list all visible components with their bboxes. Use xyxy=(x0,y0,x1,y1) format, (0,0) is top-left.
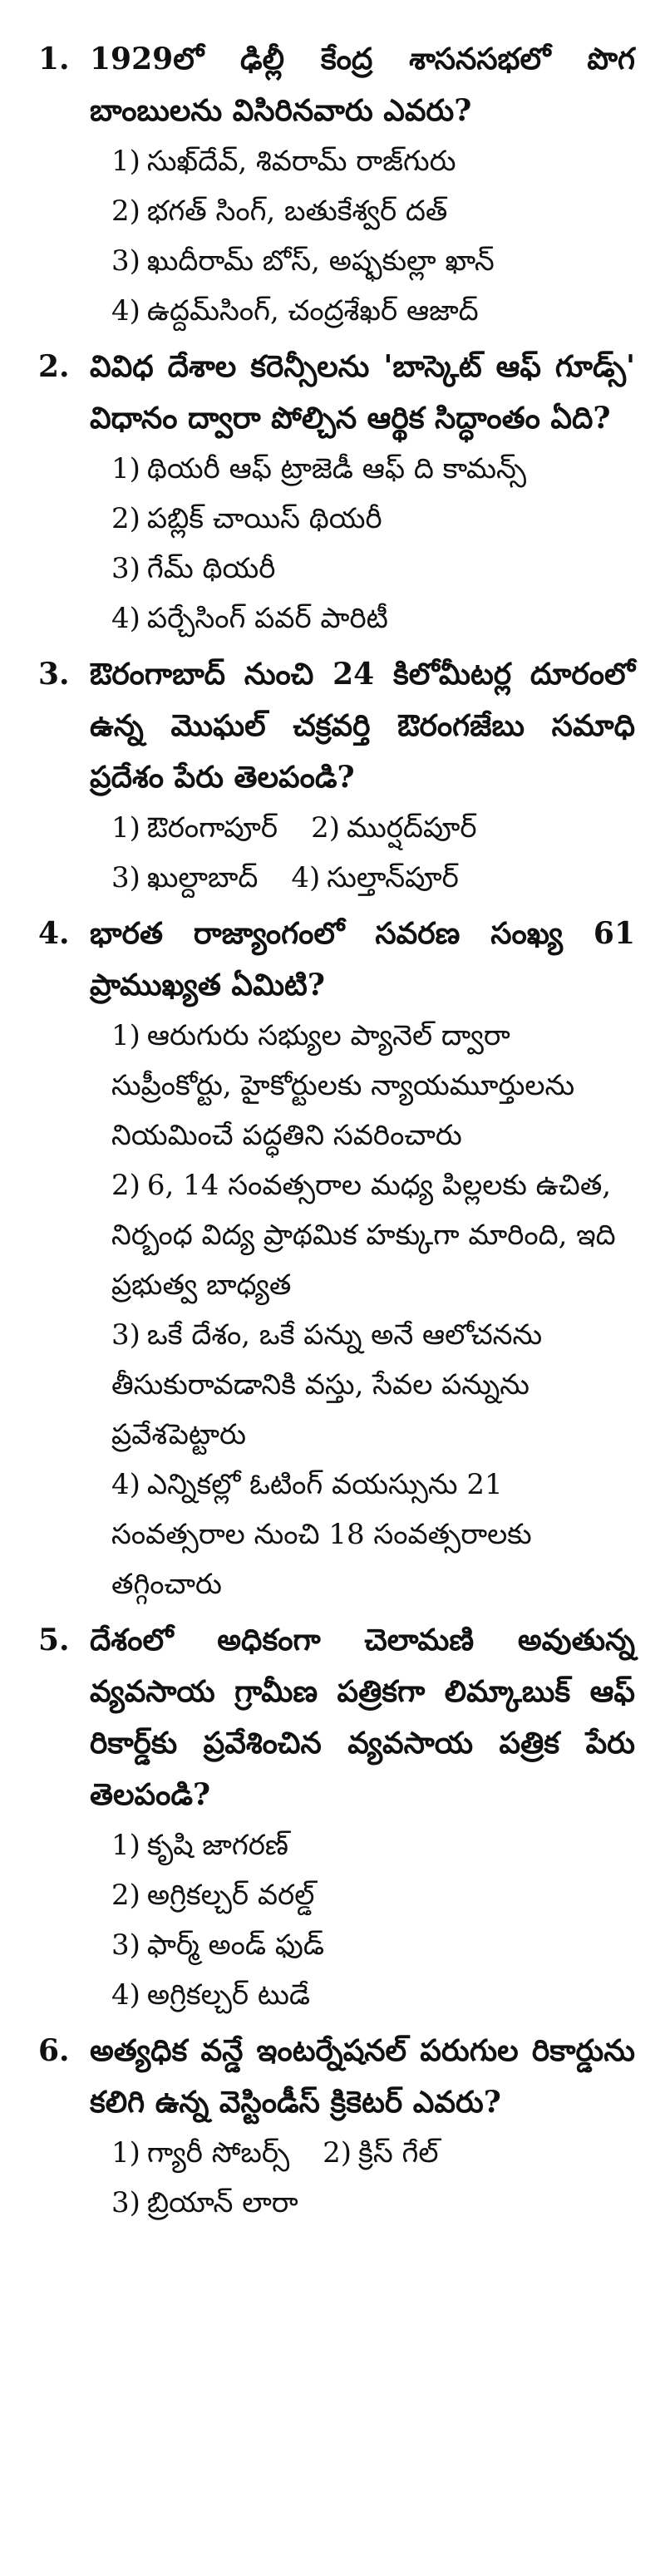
option-text: అగ్రికల్చర్ వరల్డ్ xyxy=(146,1879,315,1912)
option-2 xyxy=(111,186,635,236)
option-text: పర్చేసింగ్ పవర్ పారిటీ xyxy=(146,602,388,635)
option-1 xyxy=(111,803,278,853)
question-text: దేశంలో అధికంగా చెలామణి అవుతున్న వ్యవసాయ గ్రామీణ పత్రికగా లిమ్కాబుక్ ఆఫ్ రికార్డ్‌కు ప్రవేశించిన వ్యవసాయ పత్రిక పేరు తెలపండి? xyxy=(90,1623,635,1812)
option-3 xyxy=(111,2178,635,2228)
option-pair xyxy=(111,803,635,853)
option-number: 4) xyxy=(111,602,140,635)
option-text: క్రిస్ గేల్ xyxy=(358,2136,439,2170)
question-number: 4. xyxy=(38,916,70,951)
options-list xyxy=(111,1820,635,2020)
option-text: ఔరంగాపూర్ xyxy=(146,811,278,845)
option-2 xyxy=(323,2128,438,2178)
option-text: ఎన్నికల్లో ఓటింగ్ వయస్సును 21 సంవత్సరాల నుంచి 18 సంవత్సరాలకు తగ్గించారు xyxy=(111,1468,532,1601)
question-3 xyxy=(38,648,635,903)
option-2 xyxy=(311,803,476,853)
option-number: 1) xyxy=(111,452,140,485)
option-number: 1) xyxy=(111,1019,140,1052)
option-3 xyxy=(111,236,635,286)
option-3 xyxy=(111,1310,635,1460)
question-number: 1. xyxy=(38,42,70,76)
option-text: భగత్ సింగ్, బతుకేశ్వర్ దత్ xyxy=(146,195,448,228)
option-2 xyxy=(111,1160,635,1310)
option-3 xyxy=(111,544,635,594)
option-text: ఆరుగురు సభ్యుల ప్యానెల్ ద్వారా సుప్రీంకోర్టు, హైకోర్టులకు న్యాయమూర్తులను నియమించే పద్ధతిని సవరించారు xyxy=(111,1019,575,1152)
option-1 xyxy=(111,1820,635,1870)
option-4 xyxy=(111,594,635,643)
option-text: 6, 14 సంవత్సరాల మధ్య పిల్లలకు ఉచిత, నిర్బంధ విద్య ప్రాథమిక హక్కుగా మారింది, ఇది ప్రభుత్వ బాధ్యత xyxy=(111,1169,616,1302)
option-text: ఉద్దమ్‌సింగ్, చంద్రశేఖర్ ఆజాద్ xyxy=(146,294,479,328)
option-number: 3) xyxy=(111,552,140,585)
question-2 xyxy=(38,341,635,643)
option-4 xyxy=(111,1970,635,2020)
option-text: పబ్లిక్ చాయిస్ థియరీ xyxy=(146,502,382,535)
option-2 xyxy=(111,494,635,544)
option-text: ముర్షద్‌పూర్ xyxy=(347,811,477,845)
question-4 xyxy=(38,908,635,1609)
option-text: ఖుదీరామ్ బోస్, అష్ఫకుల్లా ఖాన్ xyxy=(146,244,495,278)
question-6 xyxy=(38,2025,635,2228)
option-number: 3) xyxy=(111,2186,140,2219)
option-3 xyxy=(111,1920,635,1970)
option-text: గ్యారీ సోబర్స్ xyxy=(146,2136,290,2170)
option-1 xyxy=(111,444,635,494)
option-number: 2) xyxy=(111,502,140,535)
option-text: కృషి జాగరణ్ xyxy=(146,1829,288,1862)
question-text: 1929లో ఢిల్లీ కేంద్ర శాసనసభలో పొగ బాంబులను విసిరినవారు ఎవరు? xyxy=(90,42,635,128)
option-text: ఫార్మ్ అండ్ ఫుడ్ xyxy=(146,1928,324,1962)
options-list xyxy=(111,444,635,643)
option-number: 3) xyxy=(111,1928,140,1962)
question-text: అత్యధిక వన్డే ఇంటర్నేషనల్ పరుగుల రికార్డును కలిగి ఉన్న వెస్టిండీస్ క్రికెటర్ ఎవరు? xyxy=(90,2033,635,2120)
option-4 xyxy=(111,286,635,336)
option-text: ఖుల్దాబాద్ xyxy=(146,861,259,894)
option-text: సుల్తాన్‌పూర్ xyxy=(327,861,459,894)
option-2 xyxy=(111,1870,635,1920)
question-1 xyxy=(38,33,635,336)
option-text: అగ్రికల్చర్ టుడే xyxy=(146,1978,311,2012)
question-number: 5. xyxy=(38,1623,70,1657)
option-number: 4) xyxy=(111,1978,140,2012)
option-number: 3) xyxy=(111,861,140,894)
option-number: 1) xyxy=(111,2136,140,2170)
option-pair xyxy=(111,853,635,903)
option-number: 1) xyxy=(111,145,140,178)
option-pair xyxy=(111,2128,635,2178)
options-list xyxy=(111,2128,635,2228)
option-number: 4) xyxy=(111,294,140,328)
option-number: 2) xyxy=(111,1879,140,1912)
option-1 xyxy=(111,136,635,186)
question-number: 3. xyxy=(38,657,70,692)
options-list xyxy=(111,136,635,336)
options-list xyxy=(111,803,635,903)
option-number: 3) xyxy=(111,1318,140,1352)
option-1 xyxy=(111,2128,289,2178)
option-number: 1) xyxy=(111,1829,140,1862)
option-number: 2) xyxy=(111,1169,140,1202)
option-number: 1) xyxy=(111,811,140,845)
option-text: థియరీ ఆఫ్ ట్రాజెడీ ఆఫ్ ది కామన్స్ xyxy=(146,452,527,485)
option-text: సుఖ్‌దేవ్, శివరామ్ రాజ్‌గురు xyxy=(146,145,456,178)
option-1 xyxy=(111,1011,635,1160)
options-list xyxy=(111,1011,635,1609)
question-number: 2. xyxy=(38,349,70,384)
question-number: 6. xyxy=(38,2033,70,2068)
question-5 xyxy=(38,1614,635,2020)
option-text: గేమ్ థియరీ xyxy=(146,552,276,585)
question-text: భారత రాజ్యాంగంలో సవరణ సంఖ్య 61 ప్రాముఖ్యత ఏమిటి? xyxy=(90,916,635,1002)
option-number: 3) xyxy=(111,244,140,278)
option-number: 2) xyxy=(111,195,140,228)
option-4 xyxy=(111,1460,635,1609)
option-4 xyxy=(291,853,458,903)
question-text: ఔరంగాబాద్ నుంచి 24 కిలోమీటర్ల దూరంలో ఉన్న మొఘల్ చక్రవర్తి ఔరంగజేబు సమాధి ప్రదేశం పేరు తెలపండి? xyxy=(90,657,635,795)
option-number: 2) xyxy=(323,2136,352,2170)
option-number: 2) xyxy=(311,811,340,845)
option-number: 4) xyxy=(291,861,321,894)
option-number: 4) xyxy=(111,1468,140,1501)
option-text: బ్రియాన్ లారా xyxy=(146,2186,298,2219)
question-text: వివిధ దేశాల కరెన్సీలను 'బాస్కెట్ ఆఫ్ గూడ్స్' విధానం ద్వారా పోల్చిన ఆర్థిక సిద్ధాంతం ఏది? xyxy=(90,349,635,436)
option-3 xyxy=(111,853,258,903)
option-text: ఒకే దేశం, ఒకే పన్ను అనే ఆలోచనను తీసుకురావడానికి వస్తు, సేవల పన్నును ప్రవేశపెట్టారు xyxy=(111,1318,543,1451)
